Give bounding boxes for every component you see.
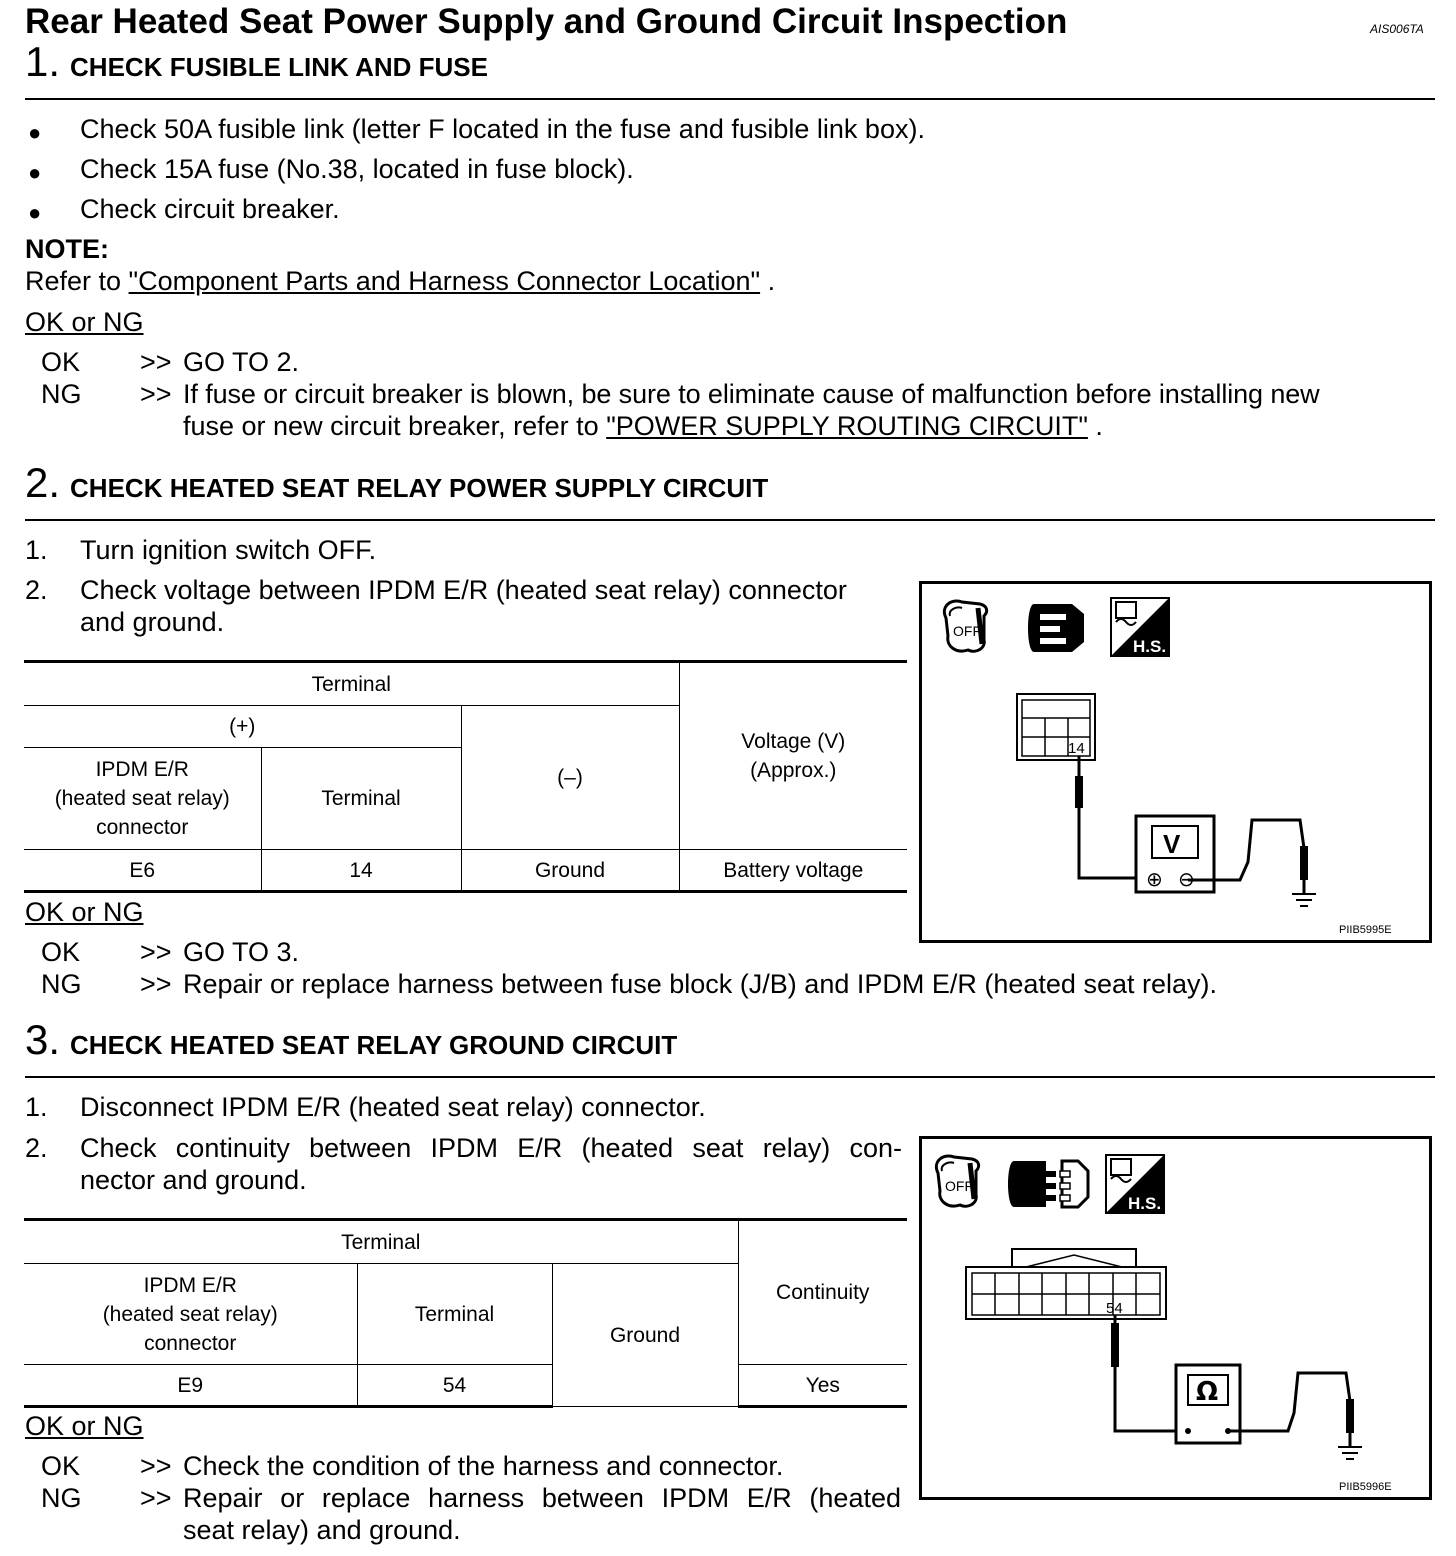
terminal-header: Terminal [24, 1220, 738, 1264]
ground-header: Ground [552, 1264, 738, 1407]
ng-suffix: . [1087, 411, 1103, 441]
bullet-icon: ● [28, 160, 42, 185]
connector-icon [1028, 604, 1084, 652]
ok-code: OK [41, 347, 81, 377]
step-3-item-2-line-2: nector and ground. [80, 1165, 307, 1195]
connector-header [24, 748, 261, 850]
step-1-bullet-3: Check circuit breaker. [80, 194, 340, 224]
ng-code: NG [41, 1483, 82, 1513]
ignition-switch-icon [936, 1156, 978, 1206]
step-2-title: CHECK HEATED SEAT RELAY POWER SUPPLY CIRCUIT [70, 473, 769, 503]
component-parts-link[interactable]: "Component Parts and Harness Connector Location" [128, 266, 761, 296]
ignition-switch-icon [944, 601, 986, 651]
table-row [24, 1365, 907, 1407]
ng-code: NG [41, 379, 82, 409]
pin-label: 14 [1068, 740, 1085, 757]
meter-label: Ω [1196, 1377, 1219, 1407]
step-2-item-1: Turn ignition switch OFF. [80, 535, 377, 565]
connector-header-line-3: connector [144, 1331, 237, 1355]
terminal-col-header: Terminal [261, 748, 461, 850]
voltage-check-diagram [922, 584, 1429, 940]
connector-cell: E6 [24, 850, 261, 892]
list-number: 1. [25, 535, 48, 565]
ng-prefix: fuse or new circuit breaker, refer to [183, 411, 607, 441]
ng-result-line-1: Repair or replace harness between IPDM E/R (heated [183, 1483, 901, 1513]
connector-header-line-2: (heated seat relay) [102, 1302, 278, 1326]
connector-header-line-1: IPDM E/R [143, 1273, 237, 1297]
ng-result: Repair or replace harness between fuse block (J/B) and IPDM E/R (heated seat relay). [183, 969, 1217, 999]
step-1-bullet-2: Check 15A fuse (No.38, located in fuse block). [80, 154, 634, 184]
list-number: 1. [25, 1092, 48, 1122]
heated-seat-icon [1111, 598, 1169, 656]
continuity-cell: Yes [738, 1365, 907, 1407]
step-3-item-1: Disconnect IPDM E/R (heated seat relay) connector. [80, 1092, 706, 1122]
plus-header: (+) [24, 706, 461, 748]
step-1-title: CHECK FUSIBLE LINK AND FUSE [70, 52, 488, 82]
minus-terminal: ⊖ [1178, 867, 1195, 891]
step-3-heading [25, 1016, 677, 1064]
ground-icon [1338, 1447, 1362, 1459]
ng-result-line-2 [183, 411, 1103, 442]
figure-code: PIIB5996E [1339, 1481, 1392, 1493]
terminal-cell: 54 [357, 1365, 552, 1407]
step-2-divider [25, 519, 1435, 521]
voltage-header-line-1: Voltage (V) [741, 730, 846, 753]
ignition-off-label: OFF [945, 1178, 973, 1194]
voltage-header [679, 662, 907, 850]
step-1-number: 1. [25, 38, 61, 85]
ng-result-line-1: If fuse or circuit breaker is blown, be sure to eliminate cause of malfunction before installing new [183, 379, 1320, 409]
list-number: 2. [25, 575, 48, 605]
voltage-spec-table [24, 660, 907, 893]
arrow-icon: >> [140, 347, 172, 377]
ok-or-ng-link[interactable]: OK or NG [25, 307, 144, 337]
arrow-icon: >> [140, 937, 172, 967]
ok-code: OK [41, 1451, 81, 1481]
ng-result-line-2: seat relay) and ground. [183, 1515, 461, 1545]
connector-header-line-3: connector [96, 816, 189, 839]
ok-result: GO TO 3. [183, 937, 300, 967]
bullet-icon: ● [28, 120, 42, 145]
step-1-heading [25, 38, 488, 86]
continuity-spec-table [24, 1218, 907, 1408]
voltage-check-figure [919, 581, 1432, 943]
ok-code: OK [41, 937, 81, 967]
step-1-divider [25, 98, 1435, 100]
step-3-number: 3. [25, 1016, 61, 1063]
connector-header [24, 1264, 357, 1365]
step-3-title: CHECK HEATED SEAT RELAY GROUND CIRCUIT [70, 1030, 678, 1060]
terminal-header: Terminal [24, 662, 679, 706]
ng-code: NG [41, 969, 82, 999]
hs-label: H.S. [1128, 1194, 1162, 1213]
plus-terminal: ⊕ [1146, 867, 1163, 891]
connector-header-line-2: (heated seat relay) [54, 787, 230, 810]
relay-connector [1017, 694, 1095, 760]
note-text [25, 266, 775, 297]
arrow-icon: >> [140, 1483, 172, 1513]
continuity-check-diagram [922, 1139, 1429, 1497]
step-2-number: 2. [25, 459, 61, 506]
ground-cell: Ground [461, 850, 679, 892]
arrow-icon: >> [140, 379, 172, 409]
step-2-heading [25, 459, 768, 507]
connector-cell: E9 [24, 1365, 357, 1407]
connector-disconnected-icon [1008, 1161, 1088, 1207]
ok-result: Check the condition of the harness and connector. [183, 1451, 784, 1481]
terminal-col-header: Terminal [357, 1264, 552, 1365]
arrow-icon: >> [140, 969, 172, 999]
step-3-divider [25, 1076, 1435, 1078]
figure-code: PIIB5995E [1339, 924, 1392, 936]
ignition-off-label: OFF [953, 623, 981, 639]
step-2-item-2-line-2: and ground. [80, 607, 225, 637]
voltage-header-line-2: (Approx.) [750, 759, 837, 782]
note-prefix: Refer to [25, 266, 129, 296]
page-title: Rear Heated Seat Power Supply and Ground Circuit Inspection [25, 2, 1068, 41]
table-row [24, 850, 907, 892]
terminal-cell: 14 [261, 850, 461, 892]
connector-header-line-1: IPDM E/R [95, 758, 189, 781]
bullet-icon: ● [28, 200, 42, 225]
hs-label: H.S. [1133, 637, 1167, 656]
step-3-item-2-line-1: Check continuity between IPDM E/R (heated seat relay) con- [80, 1133, 902, 1163]
arrow-icon: >> [140, 1451, 172, 1481]
document-id: AIS006TA [1370, 22, 1424, 36]
step-2-item-2-line-1: Check voltage between IPDM E/R (heated seat relay) connector [80, 575, 847, 605]
note-label: NOTE: [25, 234, 109, 264]
power-supply-routing-link[interactable]: "POWER SUPPLY ROUTING CIRCUIT" [606, 411, 1088, 441]
heated-seat-icon [1106, 1155, 1164, 1213]
minus-header: (–) [461, 706, 679, 850]
meter-label: V [1163, 829, 1181, 859]
continuity-header: Continuity [738, 1220, 907, 1365]
voltage-cell: Battery voltage [679, 850, 907, 892]
continuity-check-figure [919, 1136, 1432, 1500]
list-number: 2. [25, 1133, 48, 1163]
pin-label: 54 [1106, 1300, 1123, 1317]
ground-icon [1292, 894, 1316, 906]
note-suffix: . [760, 266, 776, 296]
relay-connector [966, 1249, 1166, 1319]
ok-or-ng-link[interactable]: OK or NG [25, 1411, 144, 1441]
step-1-bullet-1: Check 50A fusible link (letter F located in the fuse and fusible link box). [80, 114, 925, 144]
ok-result: GO TO 2. [183, 347, 300, 377]
ok-or-ng-link[interactable]: OK or NG [25, 897, 144, 927]
